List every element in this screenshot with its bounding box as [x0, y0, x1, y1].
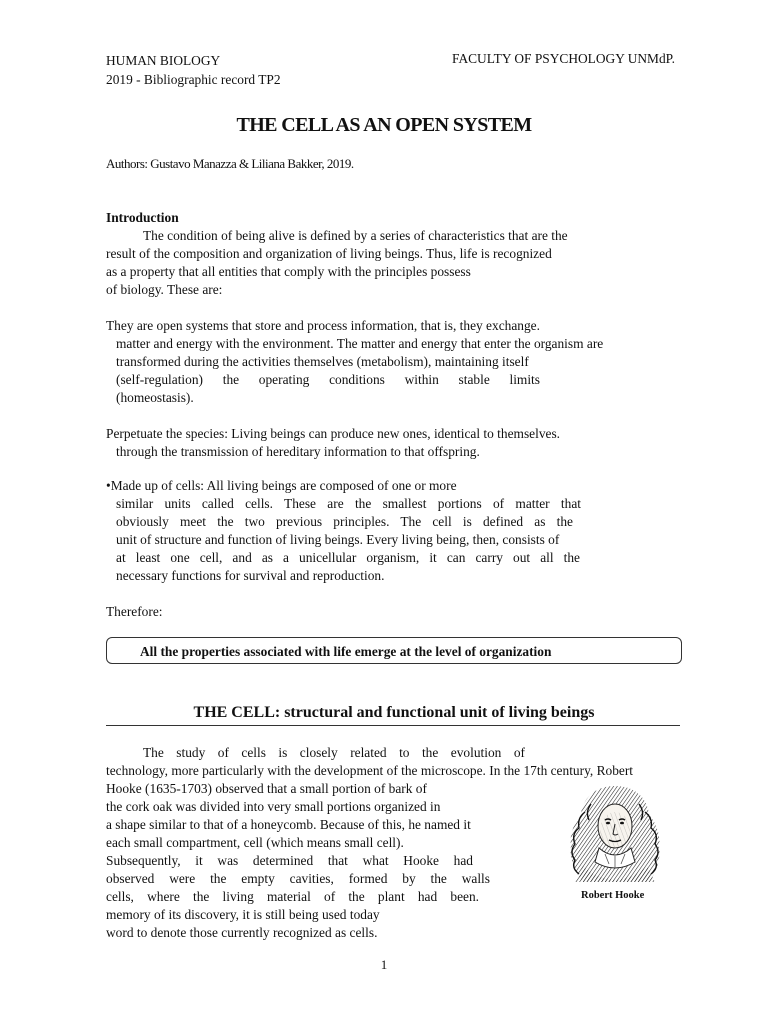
authors-line: Authors: Gustavo Manazza & Liliana Bakker, 2019. — [106, 156, 354, 171]
cells-line: •Made up of cells: All living beings are composed of one or more — [106, 478, 457, 493]
introduction-heading: Introduction — [106, 210, 179, 225]
robert-hooke-portrait — [565, 782, 665, 888]
cells-line: at least one cell, and as a unicellular organism, it can carry out all the — [116, 550, 580, 565]
section-divider — [106, 725, 680, 726]
faculty-name: FACULTY OF PSYCHOLOGY UNMdP. — [452, 51, 675, 66]
section-line: word to denote those currently recognized as cells. — [106, 925, 378, 940]
page-number: 1 — [380, 957, 388, 972]
intro-line: result of the composition and organization of living beings. Thus, life is recognized — [106, 246, 552, 261]
section-line: memory of its discovery, it is still being used today — [106, 907, 380, 922]
therefore-text: Therefore: — [106, 604, 163, 619]
open-systems-line: matter and energy with the environment. The matter and energy that enter the organism are — [116, 336, 604, 351]
cells-line: unit of structure and function of living beings. Every living being, then, consists of — [116, 532, 560, 547]
section-heading: THE CELL: structural and functional unit of living beings — [193, 704, 595, 721]
open-systems-line: (self-regulation) the operating conditions within stable limits — [116, 372, 540, 387]
open-systems-line: They are open systems that store and process information, that is, they exchange. — [106, 318, 540, 333]
section-line: each small compartment, cell (which means small cell). — [106, 835, 404, 850]
section-line: Hooke (1635-1703) observed that a small portion of bark of — [106, 781, 427, 796]
section-line: the cork oak was divided into very small portions organized in — [106, 799, 441, 814]
portrait-caption: Robert Hooke — [581, 890, 645, 901]
cells-line: similar units called cells. These are the smallest portions of matter that — [116, 496, 581, 511]
perpetuate-line: through the transmission of hereditary information to that offspring. — [116, 444, 480, 459]
section-line: observed were the empty cavities, formed by the walls — [106, 871, 490, 886]
section-line: The study of cells is closely related to the evolution of — [143, 745, 525, 760]
key-statement-text: All the properties associated with life emerge at the level of organization — [140, 644, 552, 659]
section-line: a shape similar to that of a honeycomb. Because of this, he named it — [106, 817, 471, 832]
open-systems-line: transformed during the activities themselves (metabolism), maintaining itself — [116, 354, 529, 369]
cells-line: obviously meet the two previous principles. The cell is defined as the — [116, 514, 573, 529]
perpetuate-line: Perpetuate the species: Living beings can produce new ones, identical to themselves. — [106, 426, 561, 441]
document-title: THE CELL AS AN OPEN SYSTEM — [236, 114, 532, 136]
page-header-left — [106, 51, 281, 89]
intro-line: as a property that all entities that comply with the principles possess — [106, 264, 471, 279]
intro-line: The condition of being alive is defined by a series of characteristics that are the — [143, 228, 568, 243]
section-line: cells, where the living material of the plant had been. — [106, 889, 479, 904]
section-line: technology, more particularly with the development of the microscope. In the 17th century, Robert — [106, 763, 634, 778]
record-label: 2019 - Bibliographic record TP2 — [106, 72, 281, 87]
open-systems-line: (homeostasis). — [116, 390, 194, 405]
intro-line: of biology. These are: — [106, 282, 223, 297]
key-statement-box — [106, 637, 682, 664]
cells-line: necessary functions for survival and reproduction. — [116, 568, 385, 583]
course-name: HUMAN BIOLOGY — [106, 53, 221, 68]
section-line: Subsequently, it was determined that what Hooke had — [106, 853, 473, 868]
